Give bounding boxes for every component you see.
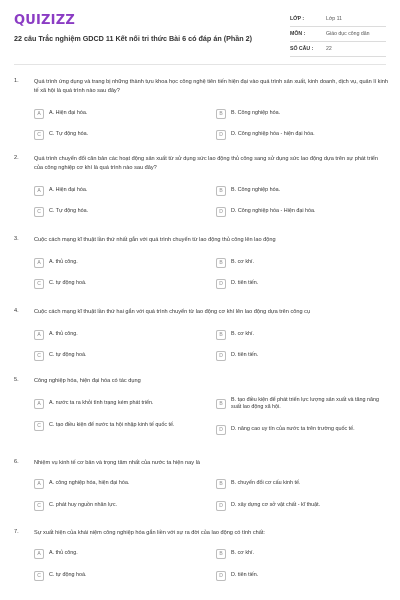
option-d[interactable] [216, 130, 390, 140]
option-letter: D [216, 279, 226, 289]
question-number: 5. [14, 377, 19, 383]
quizizz-logo: QUIZIZZ [14, 13, 75, 28]
question-text: Cuộc cách mạng kĩ thuật lần thứ hai gắn với quá trình chuyển từ lao động cơ khí lên lao động dựa trên công cụ [34, 309, 311, 315]
option-text: D. Công nghiệp hóa - Hiện đại hóa. [231, 208, 316, 215]
meta-row-class [290, 12, 386, 27]
option-d[interactable] [216, 571, 390, 581]
meta-key: MÔN : [290, 31, 306, 37]
option-d[interactable] [216, 425, 390, 435]
option-letter: C [34, 207, 44, 217]
option-text: B. cơ khí. [231, 331, 255, 338]
option-text: A. thủ công. [49, 331, 78, 338]
option-text: D. tiên tiến. [231, 280, 259, 287]
question-number: 1. [14, 78, 19, 84]
option-text: A. Hiện đại hóa. [49, 110, 88, 117]
option-text: C. tạo điều kiện để nước ta hội nhập kinh tế quốc tế. [49, 422, 175, 429]
option-a[interactable] [34, 479, 204, 489]
option-text: C. tự động hoá. [49, 280, 87, 287]
option-text: A. Hiện đại hóa. [49, 187, 88, 194]
meta-key: LỚP : [290, 16, 305, 22]
option-b[interactable] [216, 397, 390, 411]
option-text: C. Tự động hóa. [49, 131, 89, 138]
meta-value: 22 [326, 46, 332, 52]
option-d[interactable] [216, 351, 390, 361]
option-b[interactable] [216, 109, 390, 119]
option-text: B. chuyển đổi cơ cấu kinh tế. [231, 480, 301, 487]
option-letter: B [216, 258, 226, 268]
option-b[interactable] [216, 549, 390, 559]
option-a[interactable] [34, 109, 204, 119]
option-text: D. Công nghiệp hóa - hiện đại hóa. [231, 131, 315, 138]
document-header [0, 0, 400, 62]
option-letter: A [34, 330, 44, 340]
option-text: A. thủ công. [49, 259, 78, 266]
option-c[interactable] [34, 421, 204, 431]
option-letter: D [216, 207, 226, 217]
option-a[interactable] [34, 330, 204, 340]
option-text: C. tự động hoá. [49, 572, 87, 579]
option-c[interactable] [34, 279, 204, 289]
meta-row-subject [290, 27, 386, 42]
option-letter: B [216, 479, 226, 489]
option-c[interactable] [34, 351, 204, 361]
option-a[interactable] [34, 549, 204, 559]
question-text: Nhiệm vụ kinh tế cơ bản và trọng tâm nhất của nước ta hiện nay là [34, 460, 200, 466]
option-text: A. thủ công. [49, 550, 78, 557]
option-c[interactable] [34, 207, 204, 217]
option-letter: C [34, 421, 44, 431]
option-letter: C [34, 501, 44, 511]
option-d[interactable] [216, 501, 390, 511]
option-letter: C [34, 279, 44, 289]
option-text: D. tiên tiến. [231, 352, 259, 359]
option-b[interactable] [216, 186, 390, 196]
meta-key: SỐ CÂU : [290, 46, 314, 52]
option-letter: C [34, 351, 44, 361]
meta-table [290, 12, 386, 57]
option-text: C. Tự động hóa. [49, 208, 89, 215]
option-letter: A [34, 258, 44, 268]
question-number: 2. [14, 155, 19, 161]
option-a[interactable] [34, 258, 204, 268]
option-text: D. tiên tiến. [231, 572, 259, 579]
option-letter: B [216, 330, 226, 340]
option-a[interactable] [34, 186, 204, 196]
option-text: B. tạo điều kiện để phát triển lực lượng sản xuất và tăng năng suất lao động xã hội. [231, 397, 380, 411]
option-a[interactable] [34, 399, 204, 409]
meta-value: Giáo dục công dân [326, 31, 370, 37]
option-letter: A [34, 109, 44, 119]
question-text: Quá trình chuyển đổi căn bản các hoạt động sản xuất từ sử dụng sức lao động thủ công sang sử dụng sức lao động dựa trên sự phát triển của công nghiệp cơ khí là quá trình nào sau đây? [34, 156, 379, 171]
option-b[interactable] [216, 258, 390, 268]
question-text: Sự xuất hiện của khái niệm công nghiệp hóa gắn liền với sự ra đời của lao động có tính chất: [34, 530, 265, 536]
document-title: 22 câu Trắc nghiệm GDCD 11 Kết nối tri thức Bài 6 có đáp án (Phần 2) [14, 34, 253, 43]
option-letter: A [34, 479, 44, 489]
option-text: B. Công nghiệp hóa. [231, 110, 281, 117]
option-letter: C [34, 130, 44, 140]
option-text: B. cơ khí. [231, 550, 255, 557]
option-text: C. tự động hoá. [49, 352, 87, 359]
option-letter: C [34, 571, 44, 581]
option-b[interactable] [216, 330, 390, 340]
option-text: C. phát huy nguồn nhân lực. [49, 502, 118, 509]
option-letter: D [216, 351, 226, 361]
option-letter: B [216, 399, 226, 409]
header-divider [14, 64, 386, 65]
option-letter: D [216, 501, 226, 511]
question-text: Công nghiệp hóa, hiện đại hóa có tác dụng [34, 378, 141, 384]
option-letter: A [34, 186, 44, 196]
question-number: 6. [14, 459, 19, 465]
option-b[interactable] [216, 479, 390, 489]
option-text: D. xây dựng cơ sở vật chất - kĩ thuật. [231, 502, 321, 509]
option-text: D. nâng cao uy tín của nước ta trên trường quốc tế. [231, 426, 355, 433]
option-letter: A [34, 399, 44, 409]
meta-value: Lớp 11 [326, 16, 342, 22]
option-d[interactable] [216, 207, 390, 217]
meta-row-count [290, 42, 386, 57]
question-text: Quá trình ứng dụng và trang bị những thành tựu khoa học công nghệ tiên tiến hiện đại vào quá trình sản xuất, kinh doanh, dịch vụ, quản lí kinh tế xã hội là quá trình nào sau đây? [34, 79, 388, 94]
option-letter: A [34, 549, 44, 559]
option-letter: B [216, 186, 226, 196]
option-text: B. cơ khí. [231, 259, 255, 266]
option-letter: D [216, 130, 226, 140]
option-c[interactable] [34, 130, 204, 140]
question-text: Cuộc cách mạng kĩ thuật lần thứ nhất gắn với quá trình chuyển từ lao động thủ công lên lao động [34, 237, 276, 243]
option-c[interactable] [34, 571, 204, 581]
option-letter: B [216, 109, 226, 119]
question-number: 3. [14, 236, 19, 242]
option-letter: D [216, 571, 226, 581]
question-number: 7. [14, 529, 19, 535]
option-d[interactable] [216, 279, 390, 289]
option-letter: D [216, 425, 226, 435]
question-number: 4. [14, 308, 19, 314]
option-letter: B [216, 549, 226, 559]
option-text: B. Công nghiệp hóa. [231, 187, 281, 194]
option-text: A. công nghiệp hóa, hiện đại hóa. [49, 480, 130, 487]
option-text: A. nước ta ra khỏi tình trạng kém phát triển. [49, 400, 154, 407]
option-c[interactable] [34, 501, 204, 511]
